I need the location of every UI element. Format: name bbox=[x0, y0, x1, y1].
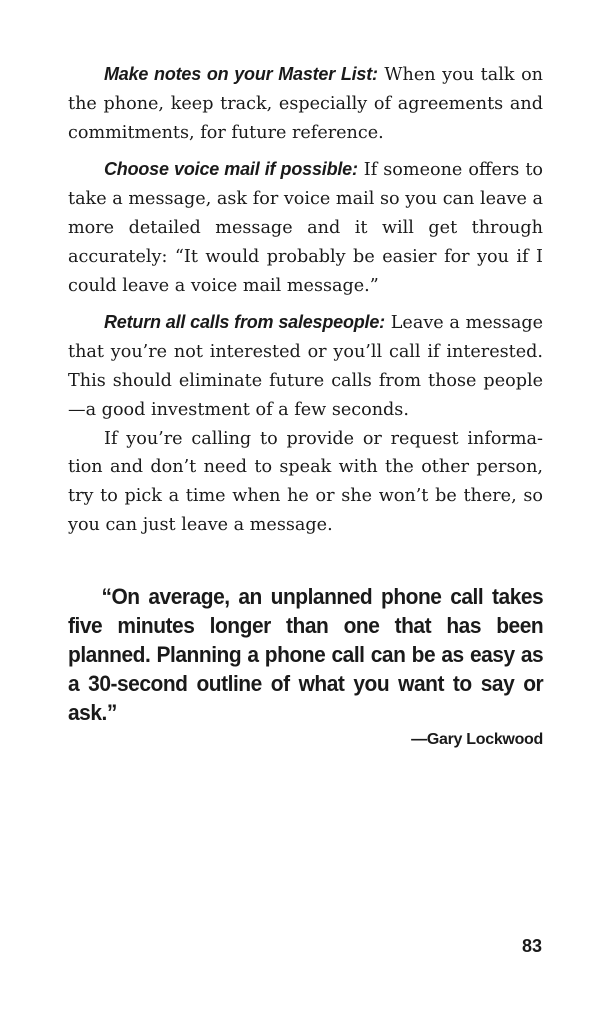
body-calling-tip: If you’re calling to provide or request information and don’t need to speak with the other person, try to pick a time when he or she won’t be there, so you can just leave a message. bbox=[68, 428, 543, 535]
quote-attribution: —Gary Lockwood bbox=[411, 730, 543, 748]
page-content bbox=[68, 60, 543, 749]
paragraph-salespeople bbox=[68, 308, 543, 424]
page-number: 83 bbox=[521, 936, 542, 956]
lead-voice-mail: Choose voice mail if possible: bbox=[104, 159, 358, 180]
paragraph-voice-mail bbox=[68, 155, 543, 300]
body-master-list: When you talk on the phone, keep track, especially of agreements and commitments, for future reference. bbox=[68, 65, 543, 143]
pull-quote: “On average, an unplanned phone call takes five minutes longer than one that has been planned. Planning a phone call can be as easy as a 30-second outline of what you want to say or ask.” bbox=[68, 583, 544, 725]
body-voice-mail: If someone offers to take a message, ask for voice mail so you can leave a more detailed message and it will get through accurately: “It would probably be easier for you if I could leave a voice mail message.” bbox=[68, 160, 543, 296]
paragraph-calling-tip bbox=[68, 425, 543, 540]
lead-salespeople: Return all calls from salespeople: bbox=[104, 312, 385, 333]
body-salespeople: Leave a message that you’re not interested or you’ll call if interested. This should eliminate future calls from those people—a good investment of a few seconds. bbox=[68, 313, 543, 420]
lead-master-list: Make notes on your Master List: bbox=[104, 64, 378, 84]
paragraph-master-list bbox=[68, 60, 543, 147]
